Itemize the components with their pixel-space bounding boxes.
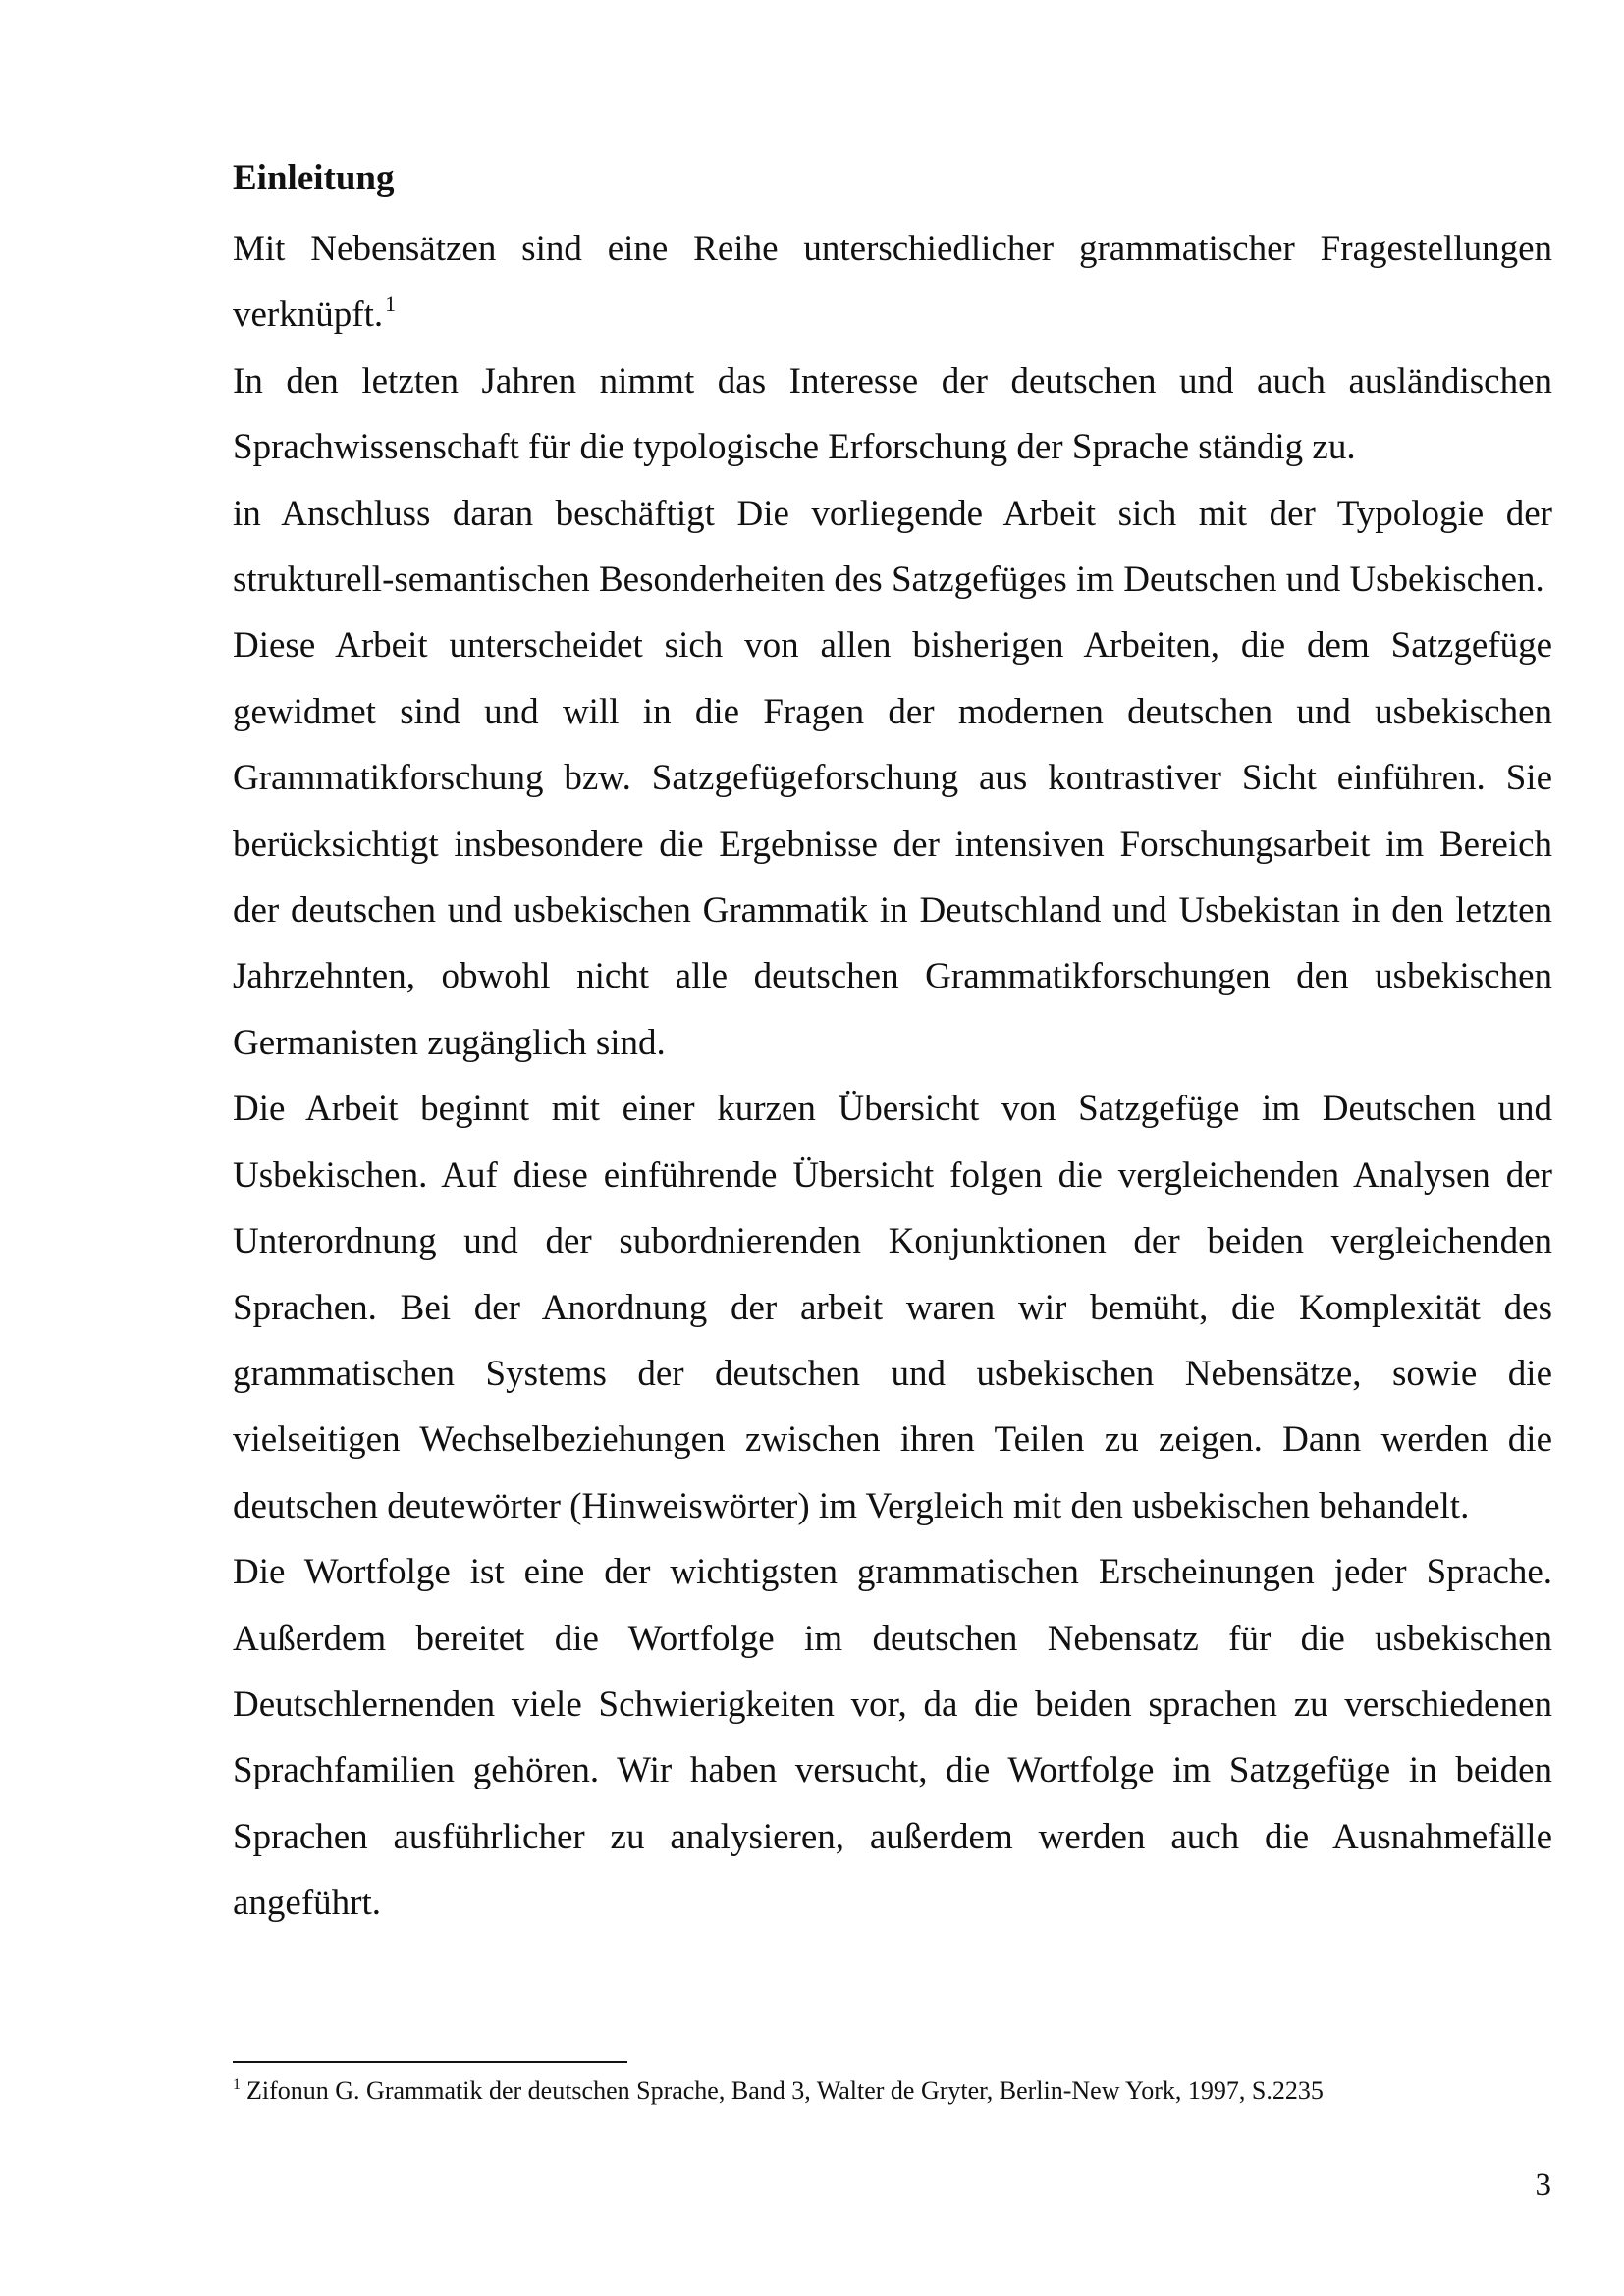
paragraph-2: In den letzten Jahren nimmt das Interesse der deutschen und auch ausländischen Sprachwissenschaft für die typologische Erforschung der Sprache ständig zu.: [233, 360, 1552, 468]
footnote: [233, 2073, 1552, 2109]
paragraph-1: [233, 216, 1552, 348]
paragraph-text: Mit Nebensätzen sind eine Reihe unterschiedlicher grammatischer Fragestellungen verknüpft.: [233, 229, 1552, 336]
main-text: [233, 149, 1552, 1937]
footnote-mark: 1: [233, 2076, 241, 2093]
footnote-text: Zifonun G. Grammatik der deutschen Sprache, Band 3, Walter de Gryter, Berlin-New York, 1997, S.2235: [246, 2076, 1324, 2105]
section-heading: Einleitung: [233, 158, 395, 198]
paragraph-5: Die Arbeit beginnt mit einer kurzen Übersicht von Satzgefüge im Deutschen und Usbekischen. Auf diese einführende Übersicht folgen die vergleichenden Analysen der Unterordnung und der subordnierenden Konjunktionen der beiden vergleichenden Sprachen. Bei der Anordnung der arbeit waren wir bemüht, die Komplexität des grammatischen Systems der deutschen und usbekischen Nebensätze, sowie die vielseitigen Wechselbeziehungen zwischen ihren Teilen zu zeigen. Dann werden die deutschen deutewörter (Hinweiswörter) im Vergleich mit den usbekischen behandelt.: [233, 1089, 1552, 1526]
paragraph-3: in Anschluss daran beschäftigt Die vorliegende Arbeit sich mit der Typologie der strukturell-semantischen Besonderheiten des Satzgefüges im Deutschen und Usbekischen.: [233, 493, 1552, 601]
page-number: 3: [1535, 2167, 1551, 2203]
paragraph-6: Die Wortfolge ist eine der wichtigsten grammatischen Erscheinungen jeder Sprache. Außerdem bereitet die Wortfolge im deutschen Nebensatz für die usbekischen Deutschlernenden viele Schwierigkeiten vor, da die beiden sprachen zu verschiedenen Sprachfamilien gehören. Wir haben versucht, die Wortfolge im Satzgefüge in beiden Sprachen ausführlicher zu analysieren, außerdem werden auch die Ausnahmefälle angeführt.: [233, 1552, 1552, 1924]
paragraph-4: Diese Arbeit unterscheidet sich von allen bisherigen Arbeiten, die dem Satzgefüge gewidmet sind und will in die Fragen der modernen deutschen und usbekischen Grammatikforschung bzw. Satzgefügeforschung aus kontrastiver Sicht einführen. Sie berücksichtigt insbesondere die Ergebnisse der intensiven Forschungsarbeit im Bereich der deutschen und usbekischen Grammatik in Deutschland und Usbekistan in den letzten Jahrzehnten, obwohl nicht alle deutschen Grammatikforschungen den usbekischen Germanisten zugänglich sind.: [233, 625, 1552, 1063]
footnote-divider: [233, 2061, 627, 2063]
footnote-reference[interactable]: 1: [385, 292, 397, 317]
